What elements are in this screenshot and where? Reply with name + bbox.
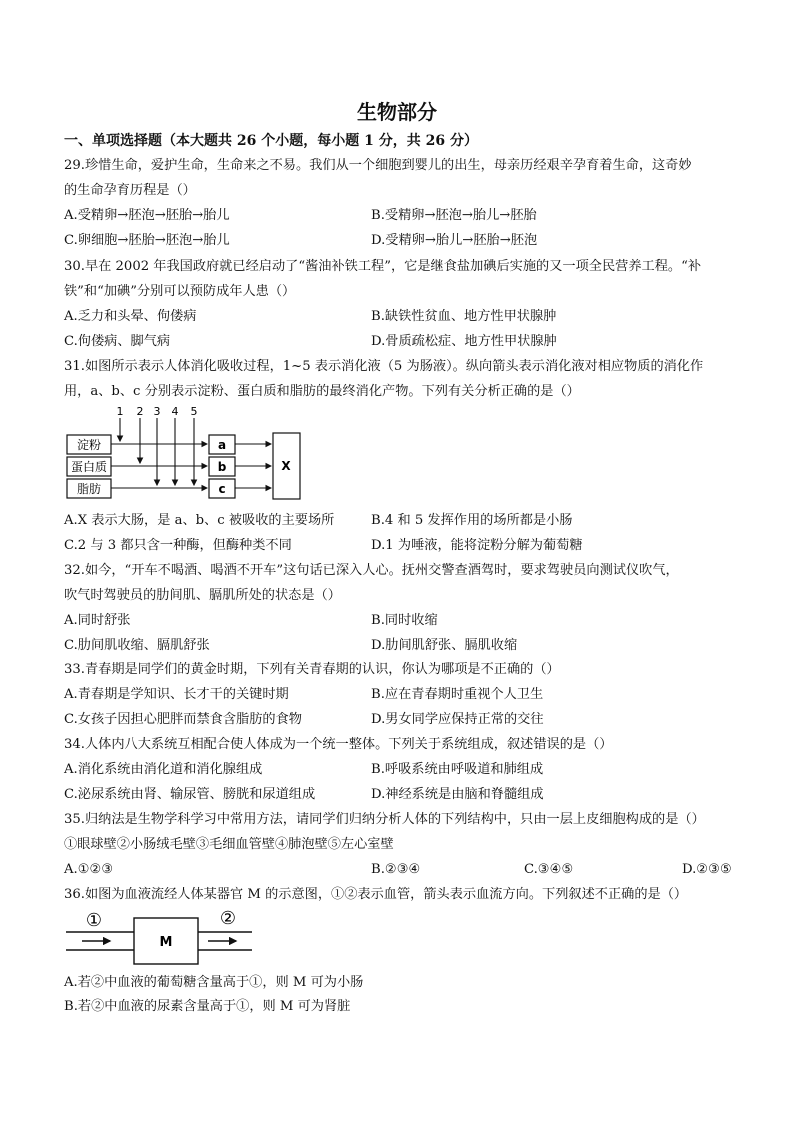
q36-option-b: B.若②中血液的尿素含量高于①，则 M 可为肾脏 (64, 999, 351, 1014)
q33-option-b: B.应在青春期时重视个人卫生 (371, 687, 544, 702)
page-title: 生物部分 (357, 100, 437, 124)
q31-option-b: B.4 和 5 发挥作用的场所都是小肠 (371, 513, 573, 528)
q29-option-c: C.卵细胞→胚胎→胚泡→胎儿 (64, 233, 230, 248)
blood-flow-diagram (64, 906, 254, 970)
q33-option-c: C.女孩子因担心肥胖而禁食含脂肪的食物 (64, 712, 302, 727)
enzyme-num-1: 1 (116, 405, 124, 418)
q30-option-a: A.乏力和头晕、佝偻病 (64, 309, 197, 324)
label-product-c: c (218, 482, 226, 496)
q31-option-d: D.1 为唾液，能将淀粉分解为葡萄糖 (371, 538, 583, 553)
organ-m-label: M (159, 935, 173, 950)
q35-stem-2: ①眼球壁②小肠绒毛壁③毛细血管壁④肺泡壁⑤左心室壁 (64, 837, 394, 852)
q36-stem-1: 36.如图为血液流经人体某器官 M 的示意图，①②表示血管，箭头表示血流方向。下列叙述不正确的是（） (64, 887, 688, 902)
q32-option-a: A.同时舒张 (64, 613, 131, 628)
q33-stem-1: 33.青春期是同学们的黄金时期，下列有关青春期的认识，你认为哪项是不正确的（） (64, 662, 560, 677)
q33-option-a: A.青春期是学知识、长才干的关键时期 (64, 687, 289, 702)
q32-stem-2: 吹气时驾驶员的肋间肌、膈肌所处的状态是（） (64, 588, 341, 603)
label-organ-x: X (281, 459, 291, 473)
q34-stem-1: 34.人体内八大系统互相配合使人体成为一个统一整体。下列关于系统组成，叙述错误的是（） (64, 737, 613, 752)
label-protein: 蛋白质 (70, 460, 108, 474)
enzyme-num-5: 5 (190, 405, 198, 418)
enzyme-num-3: 3 (153, 405, 161, 418)
q30-stem-2: 铁”和“加碘”分别可以预防成年人患（） (64, 284, 296, 299)
q34-option-c: C.泌尿系统由肾、输尿管、膀胱和尿道组成 (64, 787, 316, 802)
q35-option-a: A.①②③ (64, 862, 114, 877)
vessel-label-out: ② (219, 908, 237, 929)
section-heading: 一、单项选择题（本大题共 26 个小题，每小题 1 分，共 26 分） (64, 133, 478, 149)
enzyme-num-4: 4 (171, 405, 179, 418)
q29-option-a: A.受精卵→胚泡→胚胎→胎儿 (64, 208, 230, 223)
q34-option-d: D.神经系统是由脑和脊髓组成 (371, 787, 544, 802)
digestion-diagram (64, 403, 314, 505)
q30-option-b: B.缺铁性贫血、地方性甲状腺肿 (371, 309, 557, 324)
q34-option-b: B.呼吸系统由呼吸道和肺组成 (371, 762, 544, 777)
q30-stem-1: 30.早在 2002 年我国政府就已经启动了“酱油补铁工程”，它是继食盐加碘后实施的又一项全民营养工程。“补 (64, 259, 702, 274)
q29-stem-2: 的生命孕育历程是（） (64, 183, 196, 198)
q32-option-c: C.肋间肌收缩、膈肌舒张 (64, 638, 210, 653)
q31-option-a: A.X 表示大肠，是 a、b、c 被吸收的主要场所 (64, 513, 335, 528)
q30-option-c: C.佝偻病、脚气病 (64, 334, 171, 349)
label-fat: 脂肪 (76, 482, 102, 496)
label-product-b: b (217, 460, 227, 474)
q31-stem-1: 31.如图所示表示人体消化吸收过程，1~5 表示消化液（5 为肠液）。纵向箭头表示消化液对相应物质的消化作 (64, 359, 704, 374)
q30-option-d: D.骨质疏松症、地方性甲状腺肿 (371, 334, 557, 349)
q31-option-c: C.2 与 3 都只含一种酶，但酶种类不同 (64, 538, 292, 553)
q34-option-a: A.消化系统由消化道和消化腺组成 (64, 762, 263, 777)
q35-option-c: C.③④⑤ (524, 862, 574, 877)
q32-stem-1: 32.如今，“开车不喝酒、喝酒不开车”这句话已深入人心。抚州交警查酒驾时，要求驾驶员向测试仪吹气， (64, 563, 679, 578)
enzyme-num-2: 2 (136, 405, 144, 418)
vessel-label-in: ① (85, 910, 103, 931)
q36-option-a: A.若②中血液的葡萄糖含量高于①，则 M 可为小肠 (64, 975, 364, 990)
q31-stem-2: 用，a、b、c 分别表示淀粉、蛋白质和脂肪的最终消化产物。下列有关分析正确的是（） (64, 384, 580, 399)
q29-stem-1: 29.珍惜生命，爱护生命，生命来之不易。我们从一个细胞到婴儿的出生，母亲历经艰辛孕育着生命，这奇妙 (64, 158, 692, 173)
q35-stem-1: 35.归纳法是生物学科学习中常用方法，请同学们归纳分析人体的下列结构中，只由一层上皮细胞构成的是（） (64, 812, 705, 827)
q32-option-d: D.肋间肌舒张、膈肌收缩 (371, 638, 518, 653)
q29-option-d: D.受精卵→胎儿→胚胎→胚泡 (371, 233, 538, 248)
label-product-a: a (217, 438, 227, 452)
q29-option-b: B.受精卵→胚泡→胎儿→胚胎 (371, 208, 537, 223)
q32-option-b: B.同时收缩 (371, 613, 438, 628)
label-starch: 淀粉 (76, 438, 102, 452)
q33-option-d: D.男女同学应保持正常的交往 (371, 712, 544, 727)
q35-option-d: D.②③⑤ (682, 862, 732, 877)
q35-option-b: B.②③④ (371, 862, 421, 877)
